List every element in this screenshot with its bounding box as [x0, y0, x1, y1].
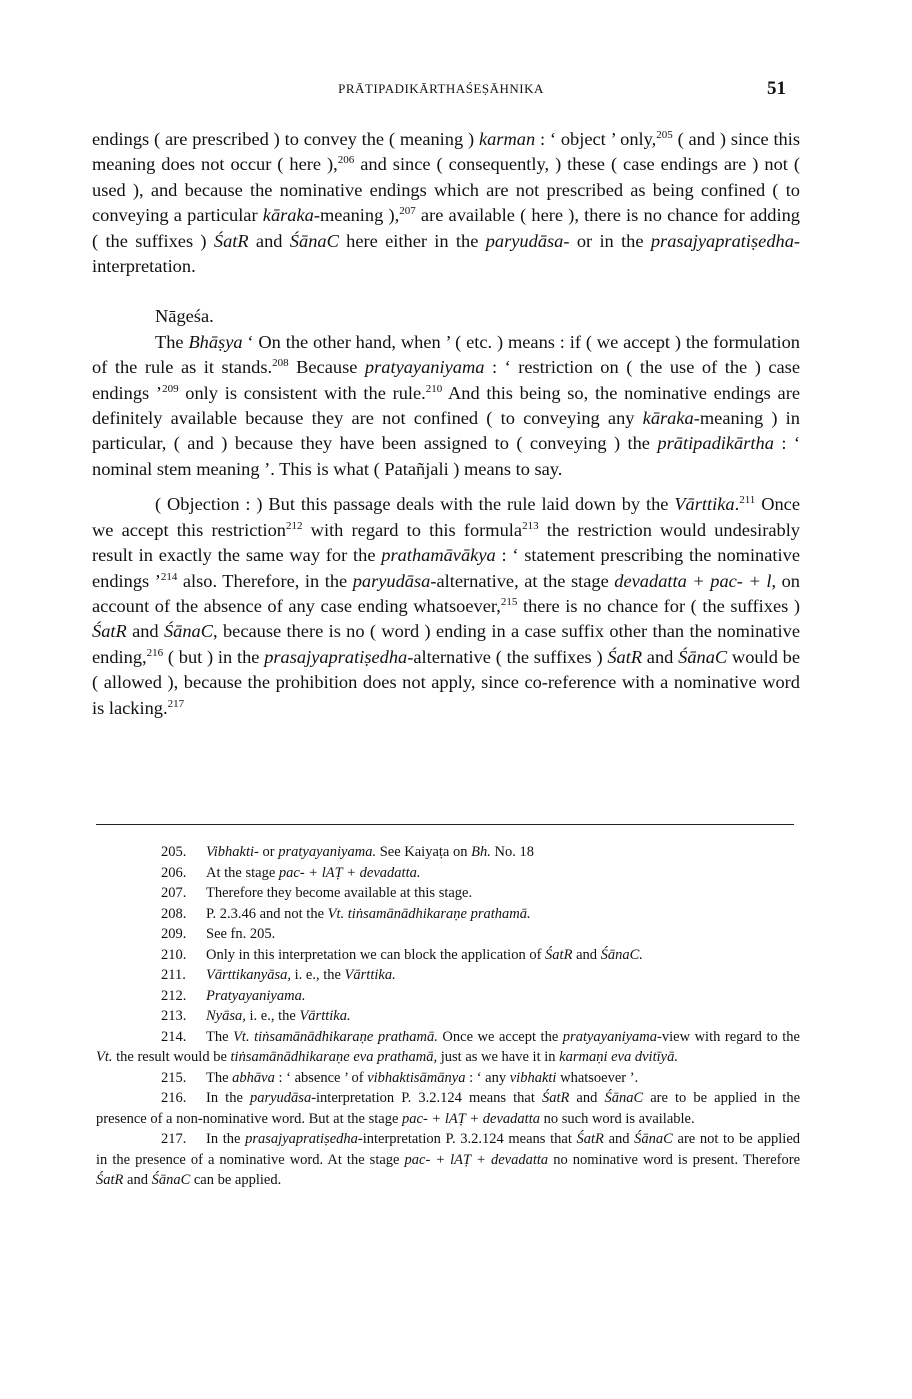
text: and: [123, 1172, 152, 1188]
italic-term: kāraka: [262, 205, 314, 226]
italic-term: ŚānaC.: [600, 946, 643, 963]
text: Only in this interpretation we can block the application of: [206, 946, 546, 963]
text: ( but ) in the: [163, 646, 265, 667]
footnote-number: 213.: [161, 1008, 187, 1024]
page-header: [96, 78, 786, 102]
main-text: [92, 127, 800, 721]
text: In the: [206, 1090, 250, 1106]
text: no such word is available.: [539, 1110, 695, 1127]
italic-term: ŚānaC: [634, 1131, 673, 1147]
footnote-217: [96, 1129, 800, 1191]
text: P. 2.3.46 and not the: [206, 905, 328, 922]
footnote-divider: [96, 824, 794, 825]
text: No. 18: [490, 844, 534, 860]
text: or in the: [569, 230, 651, 251]
text: -view with regard to the: [657, 1028, 800, 1045]
italic-term: devadatta + pac- + l: [614, 570, 772, 591]
text: : ‘ statement prescribing the nominative endings ’: [92, 545, 800, 591]
text: there is no chance for ( the suffixes ): [517, 595, 800, 616]
footnote-ref: 209: [162, 382, 179, 395]
italic-term: ŚatR: [213, 230, 249, 251]
paragraph: [92, 492, 800, 721]
text: and since ( consequently, ) these ( case endings are ) not ( used ), and because the nominative endings which are not prescribed as being confined ( to conveying a particular: [92, 154, 801, 226]
text: -alternative, at the stage: [430, 570, 615, 591]
text: : ‘ restriction on ( the use of the ) case endings ’: [92, 357, 800, 403]
italic-term: Vārttikanyāsa,: [206, 967, 291, 983]
text: .: [734, 494, 740, 515]
page-number: 51: [767, 78, 786, 99]
text: The: [206, 1028, 234, 1045]
italic-term: Vt. tiṅsamānādhikaraṇe prathamā.: [233, 1028, 438, 1045]
italic-term: ŚānaC: [163, 621, 214, 642]
footnote-212: [96, 986, 800, 1007]
text: and: [572, 946, 601, 963]
footnote-number: 208.: [161, 905, 187, 922]
italic-term: abhāva: [232, 1069, 275, 1086]
footnote-ref: 207: [399, 205, 416, 218]
italic-term: prasajyapratiṣedha: [245, 1131, 358, 1147]
footnote-ref: 211: [739, 494, 756, 507]
italic-term: ŚatR: [541, 1090, 570, 1106]
footnote-number: 206.: [161, 864, 187, 881]
italic-term: paryudāsa-: [485, 230, 570, 251]
text: no nominative word is present. Therefore: [548, 1151, 801, 1168]
text: and: [248, 230, 290, 251]
text: Nāgeśa.: [155, 306, 214, 327]
italic-term: Bh.: [471, 844, 491, 860]
footnote-ref: 214: [160, 570, 178, 583]
text: : ‘ any: [465, 1069, 510, 1086]
text: : ‘ absence ’ of: [274, 1069, 368, 1086]
italic-term: pac- + lAṬ + devadatta: [402, 1110, 540, 1127]
italic-term: tiṅsamānādhikaraṇe eva prathamā,: [230, 1049, 438, 1065]
italic-term: Vt. tiṅsamānādhikaraṇe prathamā.: [327, 905, 531, 922]
text: ‘ On the other hand, when ’ ( etc. ) means : if ( we accept ) the formulation of the rule as it stands.: [92, 331, 800, 378]
text: with regard to this formula: [302, 519, 523, 540]
footnote-number: 205.: [161, 844, 187, 860]
text: -meaning ),: [313, 205, 400, 226]
paragraph: [92, 330, 800, 482]
italic-term: Nyāsa,: [206, 1008, 246, 1024]
text: i. e., the: [290, 967, 345, 983]
italic-term: vibhaktisāmānya: [367, 1069, 466, 1086]
italic-term: ŚatR: [607, 646, 643, 667]
text: the restriction would undesirably result in exactly the same way for the: [92, 519, 800, 566]
italic-term: ŚānaC: [678, 646, 728, 667]
italic-term: ŚānaC: [604, 1090, 644, 1106]
italic-term: pratyayaniyama.: [278, 844, 377, 860]
text: See fn. 205.: [206, 926, 276, 942]
text: only is consistent with the rule.: [178, 382, 426, 403]
text: The: [155, 331, 189, 352]
footnote-number: 207.: [161, 885, 187, 901]
text: , because there is no ( word ) ending in a case suffix other than the nominative ending,: [92, 621, 801, 667]
text: See Kaiyaṭa on: [376, 844, 472, 860]
italic-term: kāraka: [642, 408, 694, 429]
italic-term: prasajyapratiṣedha-: [650, 230, 801, 251]
text: would be ( allowed ), because the prohibition does not apply, since co-reference with a nominative word is lacking.: [92, 646, 801, 718]
text: interpretation.: [92, 256, 196, 277]
italic-term: ŚatR: [545, 946, 573, 963]
text: , on account of the absence of any case ending whatsoever,: [92, 570, 800, 616]
running-head: PRĀTIPADIKĀRTHAŚEṢĀHNIKA: [338, 81, 544, 96]
italic-term: paryudāsa: [352, 570, 431, 591]
footnote-ref: 216: [146, 646, 164, 659]
text: also. Therefore, in the: [177, 570, 353, 591]
footnote-206: [96, 863, 800, 884]
text: or: [258, 844, 279, 860]
text: i. e., the: [245, 1008, 300, 1024]
footnote-ref: 206: [337, 154, 355, 167]
footnote-number: 212.: [161, 987, 187, 1004]
footnote-ref: 215: [500, 595, 518, 608]
text: In the: [206, 1131, 246, 1147]
italic-term: Vt.: [96, 1049, 113, 1065]
footnote-208: [96, 904, 800, 925]
footnote-211: [96, 965, 800, 986]
text: here either in the: [338, 230, 486, 251]
text: and: [642, 646, 679, 667]
text: And this being so, the nominative endings are definitely available because they are not confined ( to conveying any: [92, 382, 800, 429]
footnote-number: 215.: [161, 1069, 187, 1086]
text: : ‘ nominal stem meaning ’. This is what ( Patañjali ) means to say.: [92, 433, 800, 479]
italic-term: Vārttika.: [299, 1008, 351, 1024]
footnote-214: [96, 1027, 800, 1068]
text: whatsoever ’.: [556, 1069, 639, 1086]
italic-term: karmaṇi eva dvitīyā.: [559, 1049, 678, 1065]
text: -interpretation P. 3.2.124 means that: [311, 1090, 542, 1106]
italic-term: prasajyapratiṣedha: [264, 646, 408, 667]
footnote-ref: 205: [656, 129, 673, 141]
italic-term: prātipadikārtha: [657, 433, 774, 454]
text: ( Objection : ) But this passage deals with the rule laid down by the: [155, 494, 675, 515]
italic-term: pratyayaniyama: [364, 357, 485, 378]
text: the result would be: [112, 1049, 231, 1065]
footnote-ref: 208: [272, 357, 289, 370]
footnote-number: 217.: [161, 1131, 187, 1147]
italic-term: pac- + lAṬ + devadatta: [404, 1151, 549, 1168]
italic-term: pac- + lAṬ + devadatta.: [278, 864, 421, 881]
text: Once we accept the: [437, 1028, 563, 1045]
text: are to be applied in the presence of a non-nominative word. But at the stage: [96, 1090, 801, 1127]
italic-term: ŚatR: [92, 621, 127, 642]
text: just as we have it in: [437, 1049, 560, 1065]
footnote-number: 214.: [161, 1028, 187, 1045]
text: and: [126, 621, 164, 642]
footnote-number: 216.: [161, 1090, 187, 1106]
section-heading: [92, 304, 800, 329]
footnotes: [96, 842, 800, 1191]
footnote-ref: 210: [425, 382, 443, 395]
text: ( and ) since this meaning does not occur ( here ),: [92, 129, 801, 175]
italic-term: Vārttika: [674, 494, 735, 515]
footnote-ref: 217: [167, 697, 185, 710]
text: endings ( are prescribed ) to convey the ( meaning ): [92, 129, 479, 149]
text: Because: [288, 357, 365, 378]
footnote-ref: 212: [286, 519, 303, 532]
footnote-210: [96, 945, 800, 966]
text: are not to be applied in the presence of a nominative word. At the stage: [96, 1131, 801, 1168]
text: -interpretation P. 3.2.124 means that: [357, 1131, 577, 1147]
footnote-number: 209.: [161, 926, 187, 942]
text: At the stage: [206, 864, 279, 881]
italic-term: Vārttika.: [344, 967, 396, 983]
footnote-number: 211.: [161, 967, 186, 983]
italic-term: ŚatR: [576, 1131, 604, 1147]
text: and: [569, 1090, 605, 1106]
footnote-205: [96, 842, 800, 863]
italic-term: pratyayaniyama: [562, 1028, 658, 1045]
footnote-207: [96, 883, 800, 904]
italic-term: karman: [478, 129, 536, 149]
italic-term: vibhakti: [509, 1069, 557, 1086]
italic-term: ŚatR: [96, 1172, 124, 1188]
text: Once we accept this restriction: [92, 494, 800, 540]
italic-term: paryudāsa: [249, 1090, 312, 1106]
italic-term: Pratyayaniyama.: [206, 987, 306, 1004]
text: -meaning ) in particular, ( and ) because they have been assigned to ( conveying ) the: [92, 408, 800, 454]
text: -alternative ( the suffixes ): [407, 646, 608, 667]
footnote-216: [96, 1088, 800, 1129]
footnote-215: [96, 1068, 800, 1089]
footnote-ref: 213: [522, 519, 539, 532]
footnote-number: 210.: [161, 946, 187, 963]
italic-term: prathamāvākya: [381, 545, 496, 566]
text: and: [603, 1131, 635, 1147]
footnote-213: [96, 1006, 800, 1027]
italic-term: ŚānaC: [151, 1172, 191, 1188]
italic-term: ŚānaC: [289, 230, 339, 251]
italic-term: Vibhakti-: [206, 844, 259, 860]
text: Therefore they become available at this stage.: [206, 885, 473, 901]
text: are available ( here ), there is no chance for adding ( the suffixes ): [92, 205, 800, 251]
italic-term: Bhāṣya: [188, 331, 243, 352]
text: The: [206, 1069, 233, 1086]
paragraph: [92, 127, 800, 279]
footnote-209: [96, 924, 800, 945]
text: can be applied.: [190, 1172, 282, 1188]
text: : ‘ object ’ only,: [535, 129, 657, 149]
